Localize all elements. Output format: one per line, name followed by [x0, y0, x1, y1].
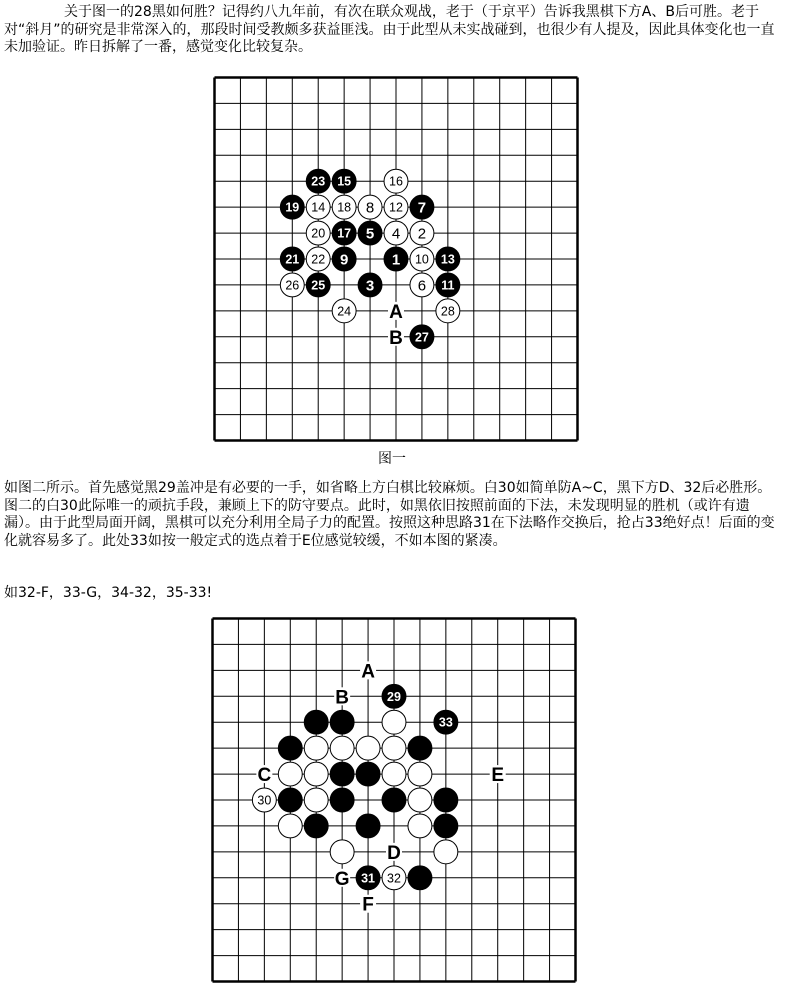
white-stone [384, 195, 408, 219]
black-stone [434, 814, 458, 838]
white-stone [278, 762, 302, 786]
white-stone [436, 299, 460, 323]
white-stone [382, 762, 406, 786]
paragraph-figure-2-explanation: 如图二所示。首先感觉黑29盖冲是有必要的一手，如省略上方白棋比较麻烦。白30如简单防A~C，黑下方D、32后必胜形。图二的白30此际唯一的顽抗手段，兼顾上下的防守要点。此时，如黑依旧按照前面的下法，未发现明显的胜机（或许有遗漏）。由于此型局面开阔，黑棋可以充分利用全局子力的配置。按照这种思路31在下法略作交换后，抢占33绝好点！后面的变化就容易多了。此处33如按一般定式的选点着于E位感觉较缓，不如本图的紧凑。 [4, 480, 775, 549]
black-stone [358, 221, 382, 245]
white-stone [408, 788, 432, 812]
move-number: 1 [391, 251, 401, 269]
move-number: 23 [311, 174, 326, 189]
black-stone [280, 247, 304, 271]
black-stone [410, 325, 434, 349]
move-number: 21 [285, 252, 300, 267]
board-label-b [334, 687, 350, 708]
white-stone [304, 788, 328, 812]
white-stone [332, 299, 356, 323]
move-number: 22 [311, 252, 326, 267]
white-stone [410, 247, 434, 271]
figure-1-caption: 图一 [378, 451, 406, 467]
black-stone [434, 788, 458, 812]
board-label-a [360, 661, 376, 682]
white-stone [306, 221, 330, 245]
board-label-a [388, 302, 404, 323]
black-stone [304, 710, 328, 734]
black-stone [382, 788, 406, 812]
move-number: 26 [285, 278, 300, 293]
black-stone [306, 169, 330, 193]
svg-text:A: A [361, 661, 375, 683]
black-stone [278, 788, 302, 812]
black-stone [330, 710, 354, 734]
svg-text:A: A [389, 301, 403, 323]
move-number: 2 [417, 225, 427, 243]
white-stone [252, 788, 276, 812]
black-stone [356, 762, 380, 786]
move-number: 20 [311, 226, 326, 241]
white-stone [408, 814, 432, 838]
white-stone [382, 866, 406, 890]
black-stone [332, 169, 356, 193]
move-number: 10 [414, 252, 429, 267]
black-stone [408, 866, 432, 890]
white-stone [332, 195, 356, 219]
svg-text:G: G [334, 868, 350, 890]
white-stone [382, 736, 406, 760]
move-number: 27 [414, 330, 429, 345]
white-stone [356, 736, 380, 760]
svg-text:E: E [491, 765, 505, 787]
white-stone [384, 221, 408, 245]
white-stone [358, 195, 382, 219]
svg-text:D: D [387, 842, 401, 864]
black-stone [330, 788, 354, 812]
go-board-figure-2 [211, 617, 577, 983]
move-number: 7 [417, 199, 427, 217]
black-stone [280, 195, 304, 219]
white-stone [330, 840, 354, 864]
white-stone [408, 762, 432, 786]
black-stone [278, 736, 302, 760]
black-stone [358, 273, 382, 297]
go-board-figure-1 [213, 76, 579, 442]
white-stone [330, 736, 354, 760]
white-stone [306, 195, 330, 219]
move-number: 30 [257, 793, 272, 808]
white-stone [410, 273, 434, 297]
black-stone [332, 221, 356, 245]
svg-text:F: F [362, 894, 374, 916]
board-label-d [386, 843, 402, 864]
black-stone [382, 684, 406, 708]
move-number: 15 [337, 174, 352, 189]
board-label-e [490, 765, 506, 786]
move-number: 12 [389, 200, 403, 215]
move-number: 17 [337, 226, 352, 241]
board-label-f [360, 895, 376, 916]
move-number: 9 [339, 251, 349, 269]
black-stone [436, 273, 460, 297]
white-stone [382, 710, 406, 734]
white-stone [280, 273, 304, 297]
move-number: 29 [387, 689, 401, 704]
board-label-g [334, 869, 350, 890]
move-number: 6 [417, 277, 427, 295]
move-number: 19 [285, 200, 300, 215]
move-number: 31 [361, 871, 376, 886]
white-stone [304, 762, 328, 786]
move-number: 24 [337, 304, 352, 319]
white-stone [306, 247, 330, 271]
white-stone [434, 840, 458, 864]
svg-text:B: B [335, 687, 350, 709]
move-number: 25 [311, 278, 326, 293]
black-stone [330, 762, 354, 786]
move-number: 33 [438, 715, 453, 730]
move-number: 8 [365, 199, 375, 217]
white-stone [410, 221, 434, 245]
move-number: 3 [365, 277, 375, 295]
move-number: 32 [387, 871, 401, 886]
black-stone [384, 247, 408, 271]
board-label-b [388, 328, 404, 349]
move-number: 13 [440, 252, 455, 267]
move-number: 11 [441, 278, 455, 293]
black-stone [304, 814, 328, 838]
black-stone [436, 247, 460, 271]
black-stone [408, 736, 432, 760]
white-stone [384, 169, 408, 193]
board-label-c [256, 765, 272, 786]
move-number: 14 [311, 200, 326, 215]
move-number: 28 [440, 304, 455, 319]
paragraph-variation: 如32-F，33-G，34-32，35-33! [4, 585, 213, 601]
black-stone [306, 273, 330, 297]
black-stone [434, 710, 458, 734]
svg-text:C: C [257, 765, 272, 787]
black-stone [356, 814, 380, 838]
move-number: 16 [389, 174, 403, 189]
black-stone [332, 247, 356, 271]
white-stone [304, 736, 328, 760]
black-stone [410, 195, 434, 219]
black-stone [356, 866, 380, 890]
paragraph-intro: 关于图一的28黑如何胜？记得约八九年前，有次在联众观战，老于（于京平）告诉我黑棋下方A、B后可胜。老于对“斜月”的研究是非常深入的，那段时间受教颇多获益匪浅。由于此型从未实战碰到，也很少有人提及，因此具体变化也一直未加验证。昨日拆解了一番，感觉变化比较复杂。 [4, 4, 775, 55]
move-number: 18 [337, 200, 352, 215]
move-number: 4 [391, 225, 401, 243]
move-number: 5 [365, 225, 375, 243]
white-stone [278, 814, 302, 838]
svg-text:B: B [389, 327, 403, 349]
